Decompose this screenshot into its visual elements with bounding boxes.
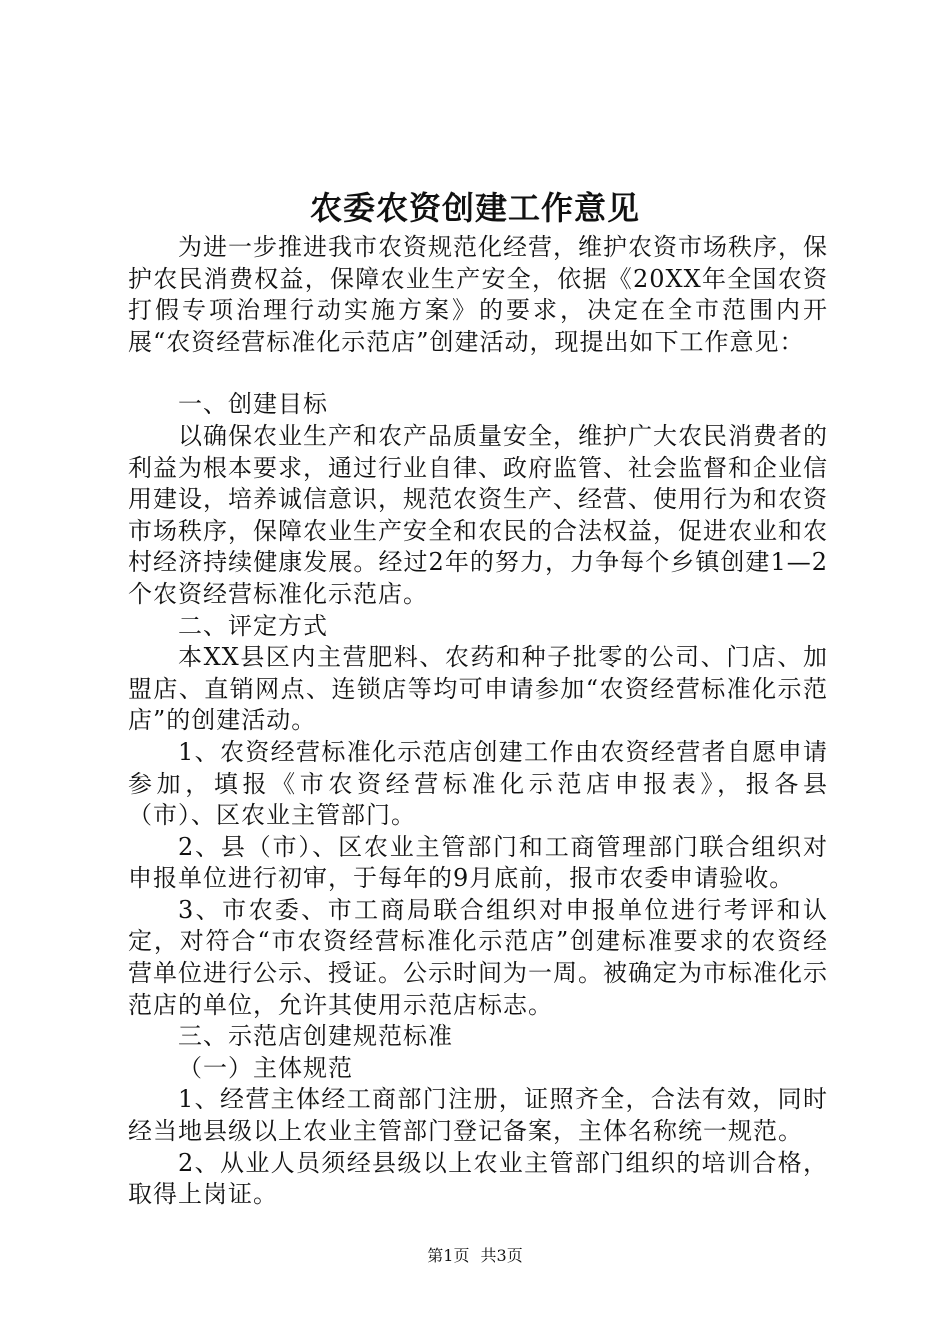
- section-heading-standards: 三、示范店创建规范标准: [178, 1022, 453, 1051]
- section-heading-goals: 一、创建目标: [178, 390, 328, 419]
- page-number: 第1页: [427, 1246, 470, 1265]
- standards-item-2: 2、从业人员须经县级以上农业主管部门组织的培训合格，取得上岗证。: [128, 1148, 828, 1209]
- document-title: 农委农资创建工作意见: [309, 189, 640, 227]
- standards-item-1: 1、经营主体经工商部门注册，证照齐全，合法有效，同时经当地县级以上农业主管部门登记备案，主体名称统一规范。: [128, 1085, 828, 1146]
- page-total: 共3页: [480, 1246, 523, 1265]
- evaluation-item-3: 3、市农委、市工商局联合组织对申报单位进行考评和认定，对符合“市农资经营标准化示范店”创建标准要求的农资经营单位进行公示、授证。公示时间为一周。被确定为市标准化示范店的单位，允许其使用示范店标志。: [128, 895, 828, 1019]
- document-body: [128, 232, 828, 1211]
- subsection-heading-entity: （一）主体规范: [178, 1053, 353, 1082]
- intro-paragraph: 为进一步推进我市农资规范化经营，维护农资市场秩序，保护农民消费权益，保障农业生产安全，依据《20XX年全国农资打假专项治理行动实施方案》的要求，决定在全市范围内开展“农资经营标准化示范店”创建活动，现提出如下工作意见：: [128, 233, 828, 356]
- evaluation-item-1: 1、农资经营标准化示范店创建工作由农资经营者自愿申请参加，填报《市农资经营标准化示范店申报表》，报各县（市）、区农业主管部门。: [128, 737, 828, 830]
- goals-paragraph: 以确保农业生产和农产品质量安全，维护广大农民消费者的利益为根本要求，通过行业自律、政府监管、社会监督和企业信用建设，培养诚信意识，规范农资生产、经营、使用行为和农资市场秩序，保障农业生产安全和农民的合法权益，促进农业和农村经济持续健康发展。经过2年的努力，力争每个乡镇创建1—2个农资经营标准化示范店。: [128, 421, 828, 608]
- evaluation-paragraph: 本XX县区内主营肥料、农药和种子批零的公司、门店、加盟店、直销网点、连锁店等均可申请参加“农资经营标准化示范店”的创建活动。: [128, 643, 828, 735]
- evaluation-item-2: 2、县（市）、区农业主管部门和工商管理部门联合组织对申报单位进行初审，于每年的9月底前，报市农委申请验收。: [128, 832, 828, 893]
- section-heading-evaluation: 二、评定方式: [178, 611, 328, 640]
- page-footer: [0, 1245, 950, 1267]
